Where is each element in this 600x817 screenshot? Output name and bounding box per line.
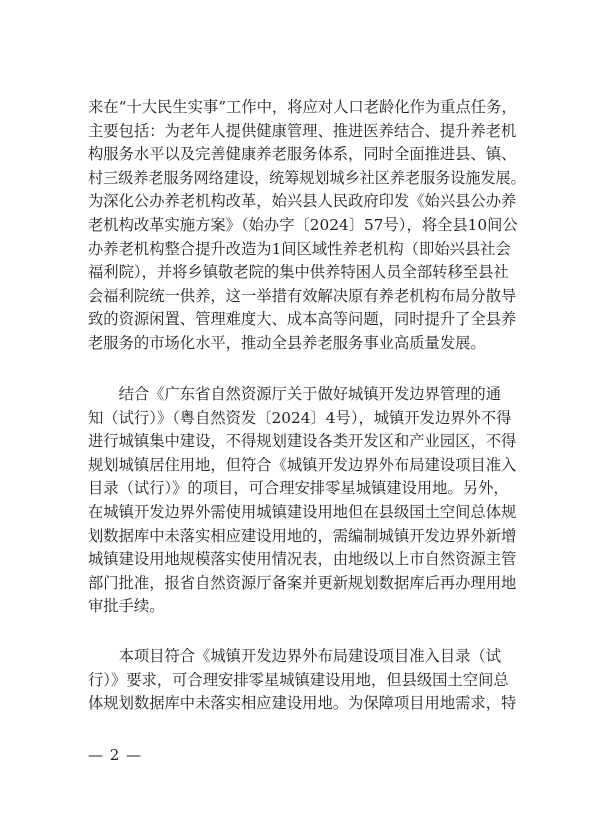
text-line: 结合《广东省自然资源厅关于做好城镇开发边界管理的通 xyxy=(88,385,502,403)
text-line: 村三级养老服务网络建设，统筹规划城乡社区养老服务设施发展。 xyxy=(88,168,526,187)
paragraph-project-compliance xyxy=(88,645,528,716)
text-line: 知（试行）》（粤自然资发〔2024〕4号），城镇开发边界外不得 xyxy=(88,408,512,427)
text-line: 划数据库中未落实相应建设用地的，需编制城镇开发边界外新增 xyxy=(88,526,517,545)
paragraph-development-boundary xyxy=(88,383,528,619)
text-line: 在城镇开发边界外需使用城镇建设用地但在县级国土空间总体规 xyxy=(88,502,517,521)
text-line: 部门批准，报省自然资源厅备案并更新规划数据库后再办理用地 xyxy=(88,573,517,592)
text-line: 构服务水平以及完善健康养老服务体系，同时全面推进县、镇、 xyxy=(88,145,517,164)
text-line: 会福利院统一供养，这一举措有效解决原有养老机构布局分散导 xyxy=(88,286,517,305)
text-line: 本项目符合《城镇开发边界外布局建设项目准入目录（试 xyxy=(88,647,502,665)
text-line: 行）》要求，可合理安排零星城镇建设用地，但县级国土空间总 xyxy=(88,670,509,689)
text-line: 来在“十大民生实事”工作中，将应对人口老龄化作为重点任务， xyxy=(88,98,517,116)
text-line: 为深化公办养老机构改革，始兴县人民政府印发《始兴县公办养 xyxy=(88,192,517,211)
text-line: 进行城镇集中建设，不得规划建设各类开发区和产业园区，不得 xyxy=(88,432,517,451)
text-line: 老服务的市场化水平，推动全县养老服务事业高质量发展。 xyxy=(88,333,486,352)
text-line: 目录（试行）》的项目，可合理安排零星城镇建设用地。另外， xyxy=(88,479,509,498)
text-line: 福利院），并将乡镇敬老院的集中供养特困人员全部转移至县社 xyxy=(88,263,509,282)
text-line: 老机构改革实施方案》（始办字〔2024〕57号），将全县10间公 xyxy=(88,215,518,234)
page-number: — 2 — xyxy=(88,746,143,764)
paragraph-elderly-care xyxy=(88,96,528,356)
text-line: 城镇建设用地规模落实使用情况表，由地级以上市自然资源主管 xyxy=(88,550,517,569)
text-line: 审批手续。 xyxy=(88,597,165,616)
text-line: 主要包括：为老年人提供健康管理、推进医养结合、提升养老机 xyxy=(88,121,517,140)
text-line: 致的资源闲置、管理难度大、成本高等问题，同时提升了全县养 xyxy=(88,310,517,329)
text-line: 规划城镇居住用地，但符合《城镇开发边界外布局建设项目准入 xyxy=(88,455,517,474)
text-line: 办养老机构整合提升改造为1间区域性养老机构（即始兴县社会 xyxy=(88,239,511,258)
text-line: 体规划数据库中未落实相应建设用地。为保障项目用地需求，特 xyxy=(88,694,517,713)
